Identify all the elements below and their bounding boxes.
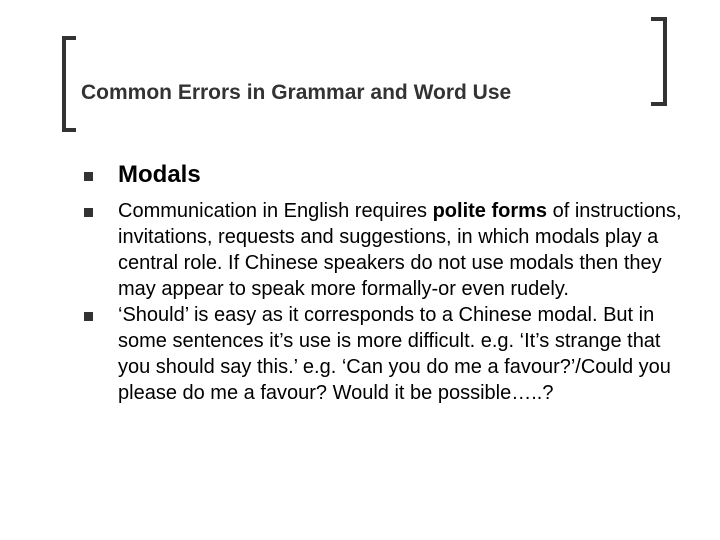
right-bracket-decoration [651,17,667,106]
bullet-text-start: Communication in English requires [118,200,433,222]
left-bracket-decoration [62,36,76,132]
bullet-text-emphasis: polite forms [432,200,548,222]
slide-title: Common Errors in Grammar and Word Use [81,81,512,104]
bullet-item-communication [84,198,684,302]
bullet-item-should [84,302,684,406]
bullet-text-end: of instructions, invitations, requests and suggestions, in which modals play a central role. If Chinese speakers do not use modals then they may appear to speak more formally-or even rudely. [118,200,682,300]
square-bullet-icon [84,172,93,181]
bullet-list [84,160,684,406]
bullet-text: ‘Should’ is easy as it corresponds to a Chinese modal. But in some sentences it’s use is more difficult. e.g. ‘It’s strange that you should say this.’ e.g. ‘Can you do me a favour?’/Could you please do me a favour? Would it be possible…..? [118,304,671,404]
bullet-heading: Modals [118,161,201,188]
square-bullet-icon [84,312,93,321]
bullet-item-modals [84,160,684,190]
square-bullet-icon [84,208,93,217]
